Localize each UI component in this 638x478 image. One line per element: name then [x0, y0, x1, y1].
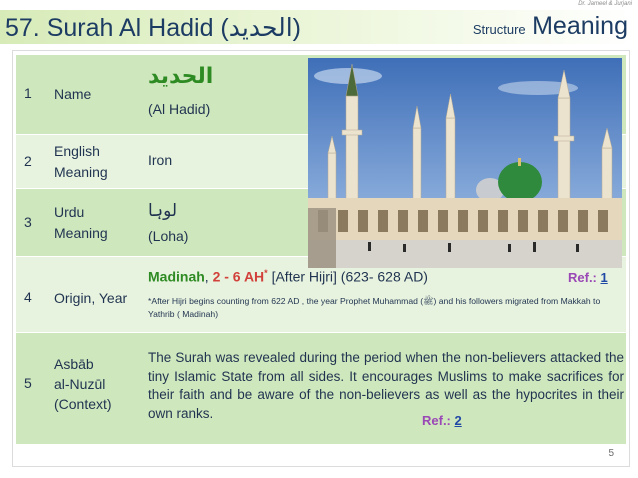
row-number: 3 [24, 214, 32, 230]
row-label-line2: al-Nuzūl [54, 376, 106, 392]
reference-2 [422, 413, 462, 428]
row-number: 1 [24, 85, 32, 101]
section-title [473, 12, 628, 41]
table-row-context [16, 333, 626, 445]
reference-1 [568, 270, 608, 285]
origin-year-range: 2 - 6 AH [212, 268, 265, 285]
row-number: 4 [24, 289, 32, 305]
row-number: 5 [24, 375, 32, 391]
reference-link-1[interactable]: 1 [600, 270, 608, 285]
transliterated-name: (Al Hadid) [148, 101, 211, 117]
row-label-line2: Meaning [54, 164, 108, 180]
mosque-photo [308, 58, 622, 268]
arabic-name: الحديد [148, 63, 214, 88]
row-label-line1: Asbāb [54, 356, 94, 372]
origin-comma: , [204, 268, 213, 285]
section-label-small: Structure [472, 22, 526, 37]
urdu-transliteration: (Loha) [148, 228, 189, 244]
row-label: Origin, Year [54, 290, 128, 306]
reference-link-2[interactable]: 2 [454, 413, 462, 428]
reference-label: Ref.: [422, 413, 455, 428]
english-meaning-value: Iron [148, 152, 173, 168]
hijri-footnote: *After Hijri begins counting from 622 AD , the year Prophet Muhammad (ﷺ) and his followers migrated from Makkah to Yathrib ( Madinah) [148, 296, 601, 319]
origin-line [148, 268, 428, 285]
table-row-origin-year [16, 257, 626, 333]
context-description: The Surah was revealed during the period when the non-believers attacked the tiny Islamic State from all sides. It encourages Muslims to make sacrifices for their faith and be aware of the non-believers as well as the hypocrites in their own ranks. [148, 350, 624, 421]
row-number: 2 [24, 153, 32, 169]
page-number: 5 [608, 448, 614, 459]
urdu-word: لوہا [148, 201, 178, 220]
row-label-line2: Meaning [54, 225, 108, 241]
mosque-illustration [308, 58, 622, 268]
origin-place: Madinah [148, 268, 205, 285]
row-label-line1: Urdu [54, 204, 85, 220]
slide-title: 57. Surah Al Hadid (الحديد) [5, 14, 301, 42]
reference-label: Ref.: [568, 270, 601, 285]
row-label: Name [54, 86, 92, 102]
row-label-line3: (Context) [54, 396, 112, 412]
author-credit: Dr. Jameel & Jurjani [578, 1, 632, 7]
origin-after-hijri: [After Hijri] (623- 628 AD) [267, 268, 428, 285]
section-label-big: Meaning [532, 12, 628, 40]
origin-footnote-star: * [264, 268, 268, 278]
row-label-line1: English [54, 143, 100, 159]
